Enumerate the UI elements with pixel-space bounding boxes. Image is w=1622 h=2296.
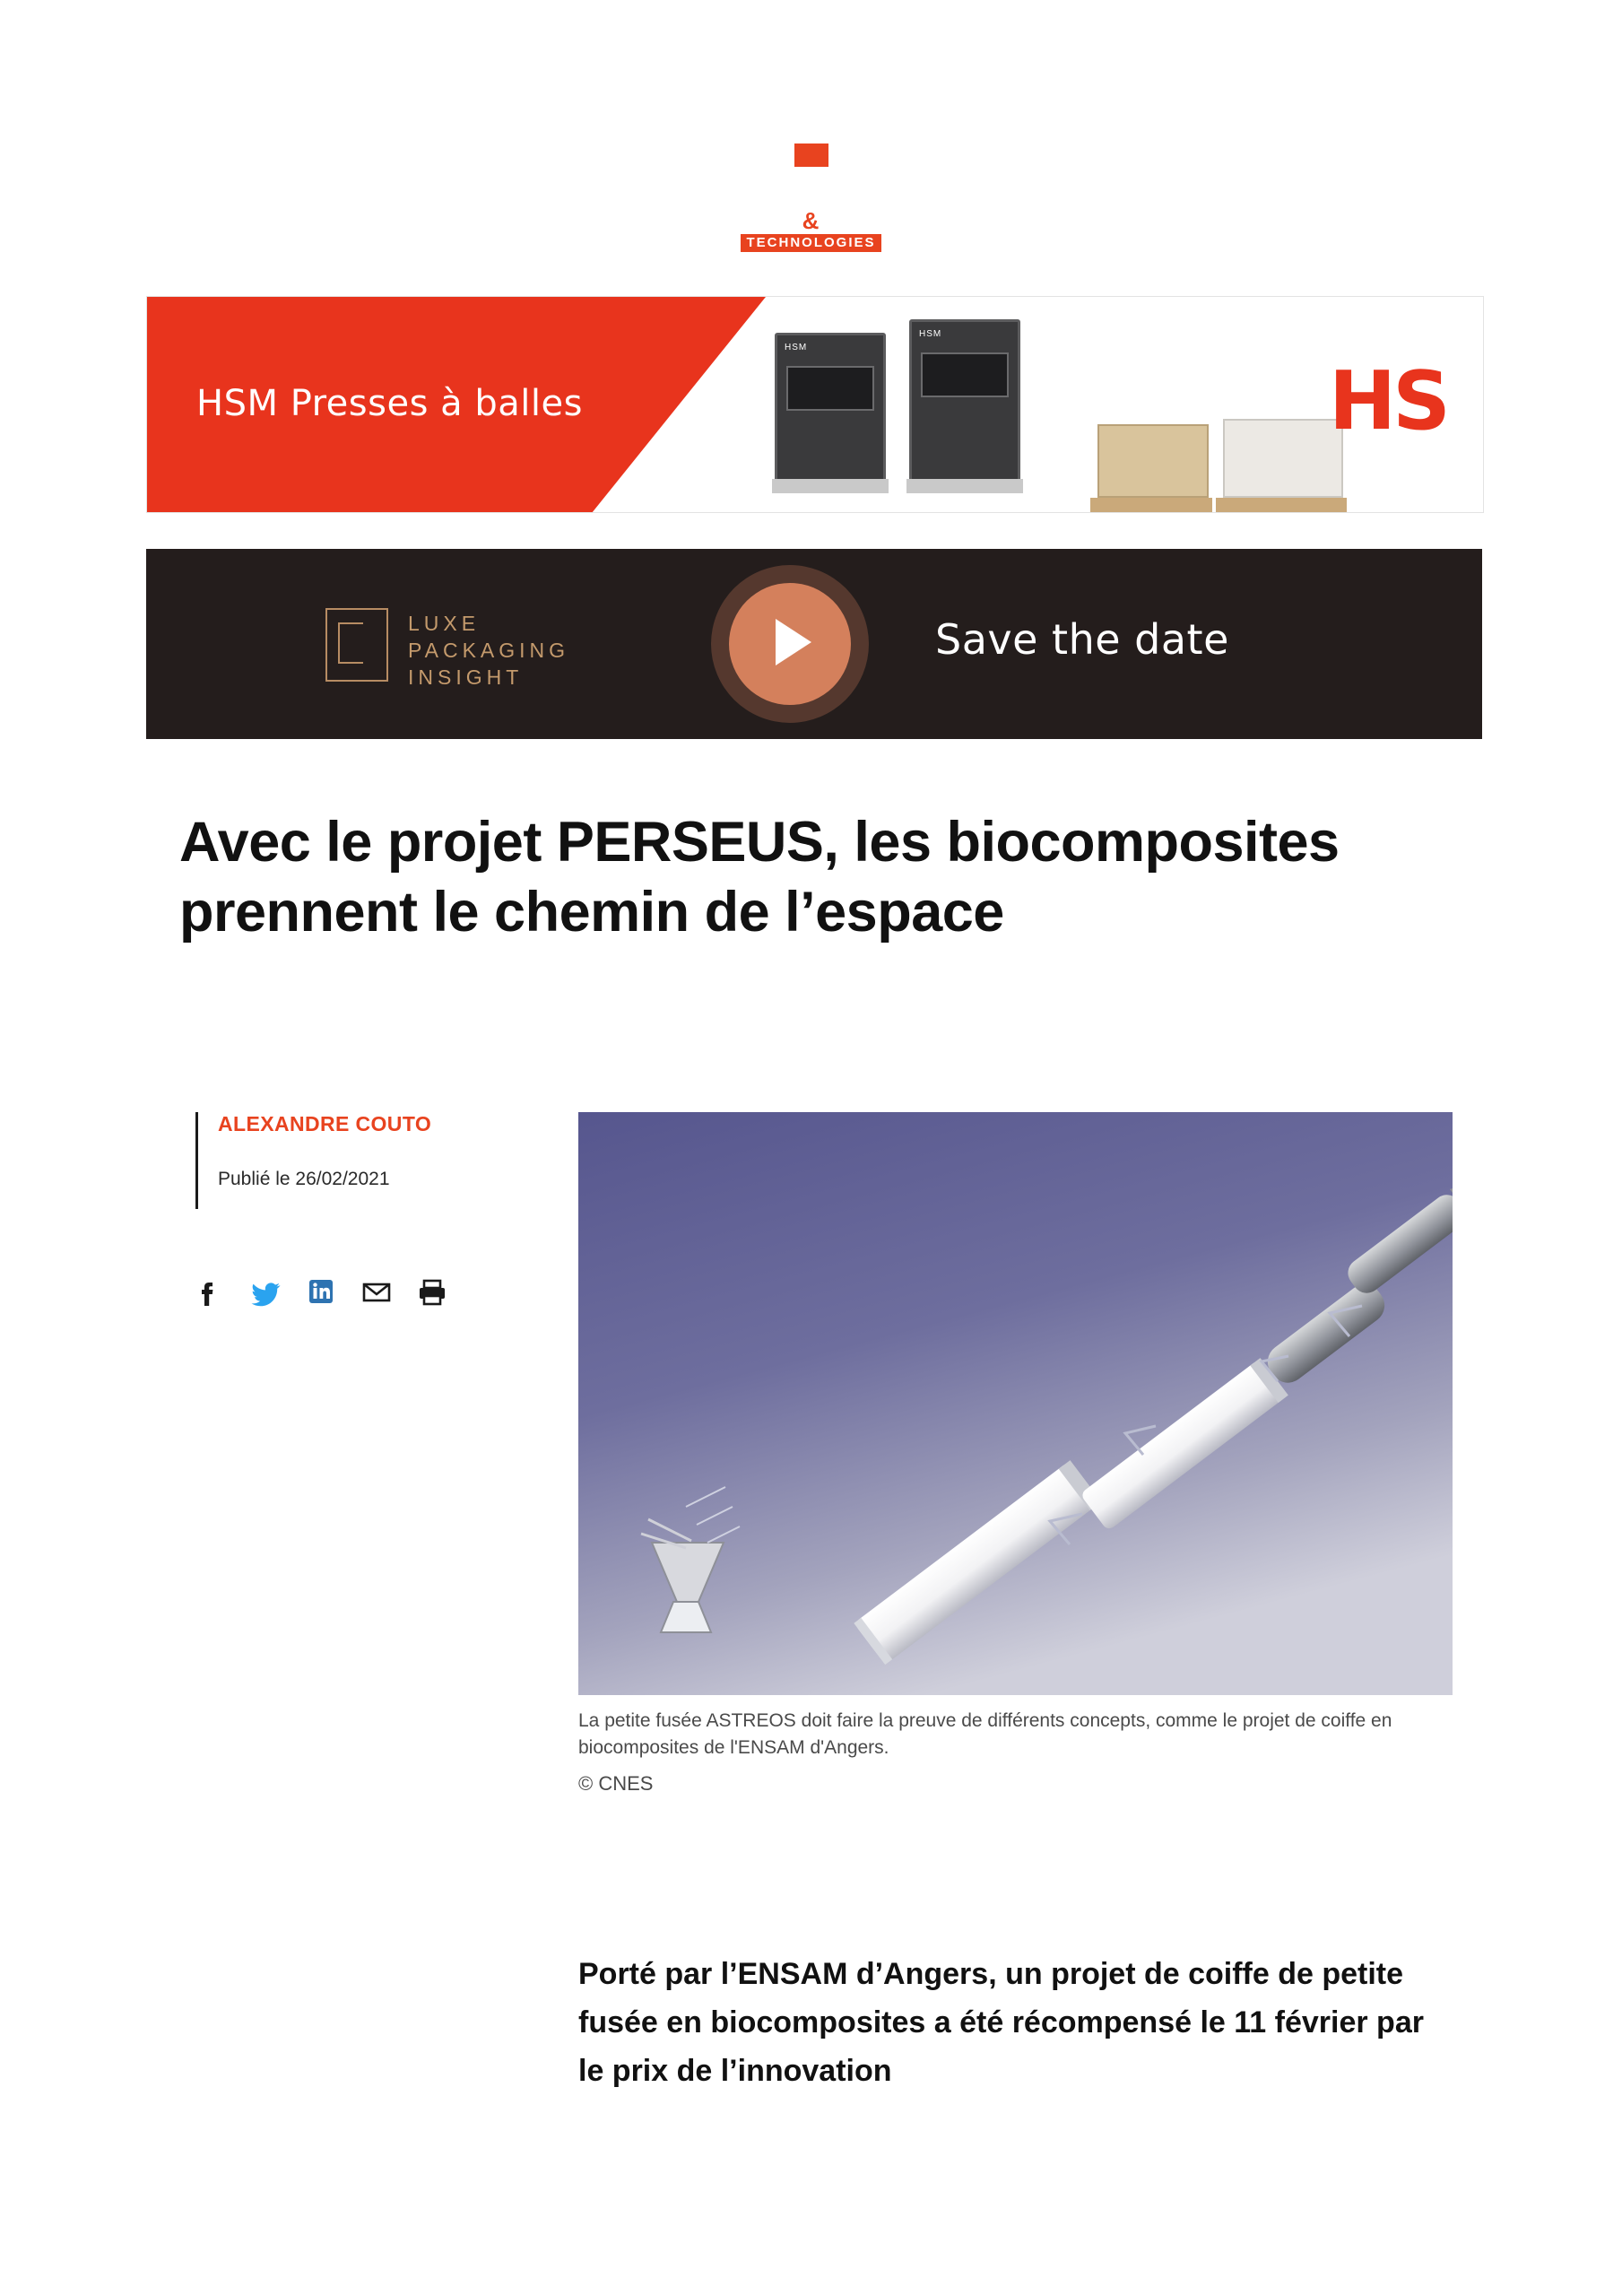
logo-square-icon	[794, 144, 828, 167]
luxe-line-2: PACKAGING	[408, 639, 570, 662]
rocket-image	[578, 1112, 1453, 1695]
ad-banner-hsm[interactable]	[146, 296, 1484, 513]
machine-panel-2	[921, 352, 1009, 397]
play-icon[interactable]	[729, 583, 851, 705]
luxe-logo-icon	[325, 608, 388, 682]
email-icon[interactable]	[357, 1272, 396, 1311]
machine-label-1: HSM	[785, 343, 808, 352]
twitter-icon[interactable]	[246, 1272, 285, 1311]
rocket-illustration	[578, 1112, 1453, 1695]
pallet-base-2	[1216, 498, 1347, 512]
logo-technologies-label: TECHNOLOGIES	[741, 234, 880, 252]
figure-caption: La petite fusée ASTREOS doit faire la preuve de différents concepts, comme le projet de coiffe en biocomposites de l'ENSAM d'Angers.	[578, 1710, 1392, 1758]
ad-banner-luxe-packaging[interactable]	[146, 549, 1482, 739]
publish-date: Publié le 26/02/2021	[218, 1169, 390, 1189]
site-logo[interactable]	[0, 144, 1622, 252]
luxe-brand-text	[408, 610, 569, 691]
linkedin-icon[interactable]	[301, 1272, 341, 1311]
facebook-icon[interactable]	[190, 1272, 230, 1311]
figure-credit: © CNES	[578, 1772, 654, 1795]
logo-ampersand: &	[802, 207, 820, 234]
ad-hsm-machine-image	[775, 309, 1071, 498]
ad-hsm-brand-logo: HS	[1328, 354, 1447, 448]
machine-foot-2	[906, 479, 1023, 493]
luxe-line-1: LUXE	[408, 612, 481, 635]
baling-press-icon	[775, 333, 886, 482]
luxe-line-3: INSIGHT	[408, 665, 524, 689]
article-lede: Porté par l’ENSAM d’Angers, un projet de coiffe de petite fusée en biocomposites a été récompensé le 11 février par le prix de l’innovation	[578, 1957, 1424, 2088]
machine-panel	[786, 366, 874, 411]
author-name[interactable]: ALEXANDRE COUTO	[218, 1112, 432, 1135]
ad-hsm-headline: HSM Presses à balles	[196, 383, 583, 424]
share-bar	[190, 1272, 549, 1313]
print-icon[interactable]	[412, 1272, 452, 1311]
cardboard-bale	[1097, 424, 1209, 498]
baling-press-icon-2	[909, 319, 1020, 482]
machine-foot	[772, 479, 889, 493]
plastic-bale	[1223, 419, 1343, 498]
article-figure	[578, 1112, 1453, 1796]
machine-label-2: HSM	[919, 329, 942, 339]
page-title: Avec le projet PERSEUS, les biocomposites prennent le chemin de l’espace	[179, 811, 1340, 944]
article-meta	[195, 1112, 536, 1209]
pallet-base	[1090, 498, 1212, 512]
ad-luxe-cta: Save the date	[935, 615, 1229, 664]
